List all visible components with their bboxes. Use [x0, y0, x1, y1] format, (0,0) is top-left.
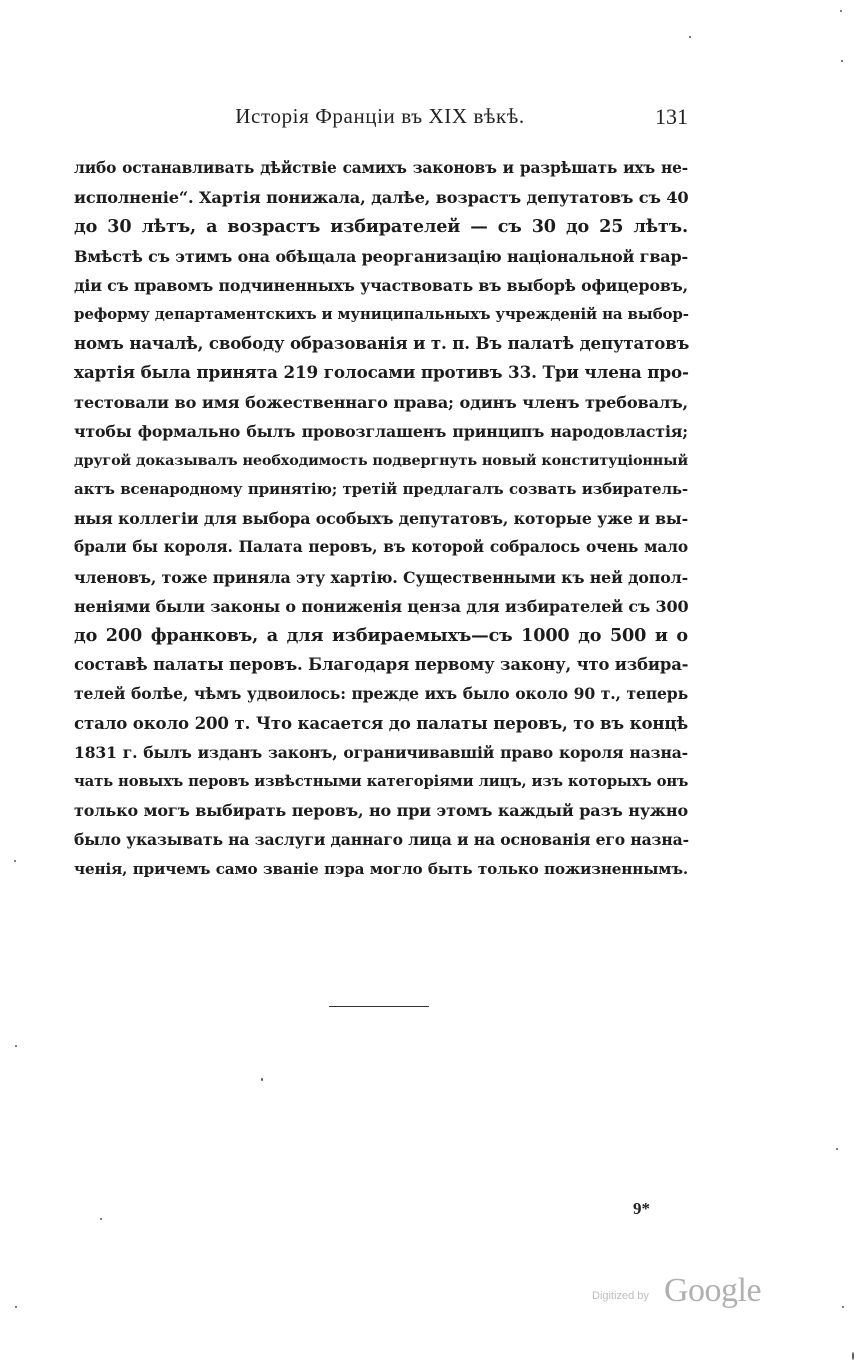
text-line: реформу департаментскихъ и муниципальныхъ учрежденій на выбор-	[74, 304, 689, 323]
running-title: Исторія Франціи въ XIX вѣкѣ.	[235, 104, 525, 128]
scan-speck	[100, 1218, 102, 1220]
body-text	[74, 154, 688, 884]
scan-speck	[15, 1306, 17, 1308]
text-line: неніями были законы о пониженія ценза для избирателей съ 300	[74, 596, 689, 616]
text-line: до 200 франковъ, а для избираемыхъ—съ 1000 до 500 и о	[74, 625, 688, 646]
scan-speck	[836, 1148, 838, 1150]
scan-speck	[261, 1078, 263, 1081]
text-line: ченія, причемъ само званіе пэра могло быть только пожизненнымъ.	[74, 859, 688, 878]
digitized-by-label: Digitized by	[592, 1290, 649, 1302]
scan-speck	[689, 36, 691, 38]
text-line: либо останавливать дѣйствіе самихъ законовъ и разрѣшать ихъ не-	[74, 159, 688, 177]
google-logo: Google	[664, 1272, 762, 1309]
scan-speck	[14, 860, 16, 862]
digitized-watermark	[592, 1272, 782, 1312]
text-line: до 30 лѣтъ, а возрастъ избирателей — съ 30 до 25 лѣтъ.	[74, 216, 688, 238]
text-line: актъ всенародному принятію; третій предлагалъ созвать избиратель-	[74, 480, 688, 499]
scan-speck	[840, 10, 842, 12]
scan-speck	[842, 1306, 844, 1308]
page-number: 131	[655, 104, 688, 129]
text-line: Вмѣстѣ съ этимъ она обѣщала реорганизацію національной гвар-	[74, 246, 689, 266]
text-line: чать новыхъ перовъ извѣстными категоріями лицъ, изъ которыхъ онъ	[74, 772, 689, 790]
text-line: номъ началѣ, свободу образованія и т. п. Въ палатѣ депутатовъ	[74, 333, 690, 354]
running-header	[74, 100, 686, 134]
text-line: другой доказывалъ необходимость подвергнуть новый конституціонный	[74, 451, 688, 469]
text-line: чтобы формально былъ провозглашенъ принципъ народовластія;	[74, 421, 688, 441]
signature-mark: 9*	[633, 1199, 650, 1218]
text-line: стало около 200 т. Что касается до палаты перовъ, то въ концѣ	[74, 712, 688, 733]
text-line: было указывать на заслуги даннаго лица и на основанія его назна-	[74, 830, 689, 850]
text-line: ныя коллегіи для выбора особыхъ депутатовъ, которые уже и вы-	[74, 509, 688, 529]
scan-speck	[15, 1045, 17, 1047]
text-line: исполненіе“. Хартія понижала, далѣе, возрастъ депутатовъ съ 40	[74, 188, 689, 208]
scan-speck	[841, 60, 843, 62]
text-line: діи съ правомъ подчиненныхъ участвовать въ выборѣ офицеровъ,	[74, 275, 688, 295]
scan-speck	[852, 1352, 854, 1360]
text-line: только могъ выбирать перовъ, но при этомъ каждый разъ нужно	[74, 801, 688, 821]
text-line: 1831 г. былъ изданъ законъ, ограничивавшій право короля назна-	[74, 742, 688, 762]
text-line: телей болѣе, чѣмъ удвоилось: прежде ихъ было около 90 т., теперь	[74, 684, 688, 704]
section-divider	[329, 1006, 429, 1007]
text-line: тестовали во имя божественнаго права; одинъ членъ требовалъ,	[74, 392, 688, 412]
text-line: членовъ, тоже приняла эту хартію. Существенными къ ней допол-	[74, 567, 688, 587]
text-line: составѣ палаты перовъ. Благодаря первому закону, что избира-	[74, 655, 689, 675]
text-line: хартія была принята 219 голосами противъ 33. Три члена про-	[74, 362, 689, 383]
text-line: брали бы короля. Палата перовъ, въ которой собралось очень мало	[74, 538, 688, 557]
